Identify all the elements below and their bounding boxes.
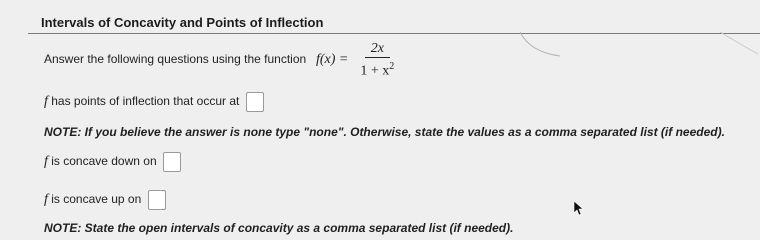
pencil-mark-decoration — [520, 30, 760, 70]
function-symbol: f — [44, 192, 48, 208]
inflection-label: has points of inflection that occur at — [47, 94, 240, 109]
function-fraction — [356, 41, 398, 80]
function-formula — [316, 40, 398, 80]
fraction-denominator — [356, 58, 398, 80]
inflection-question — [44, 92, 264, 112]
concave-down-answer-input[interactable] — [163, 152, 181, 172]
inflection-answer-input[interactable] — [246, 92, 264, 112]
function-symbol: f — [44, 94, 48, 110]
question-intro — [44, 52, 306, 66]
mouse-cursor-icon — [573, 200, 585, 216]
note-inflection: NOTE: If you believe the answer is none type "none". Otherwise, state the values as a comma separated list (if needed). — [44, 125, 725, 139]
function-symbol: f — [44, 154, 48, 170]
fraction-numerator: 2x — [365, 41, 390, 58]
concave-up-answer-input[interactable] — [148, 190, 166, 210]
concave-up-question — [44, 190, 166, 210]
concave-up-label: is concave up on — [47, 192, 142, 207]
note-intervals: NOTE: State the open intervals of concavity as a comma separated list (if needed). — [44, 221, 514, 235]
concave-down-question — [44, 152, 181, 172]
denominator-exponent: 2 — [389, 60, 395, 72]
concave-down-label: is concave down on — [47, 154, 157, 169]
page-title: Intervals of Concavity and Points of Inflection — [41, 15, 324, 30]
intro-text: Answer the following questions using the function — [44, 52, 307, 66]
denominator-base: 1 + x — [360, 63, 390, 79]
function-lhs: f(x) = — [316, 52, 349, 67]
